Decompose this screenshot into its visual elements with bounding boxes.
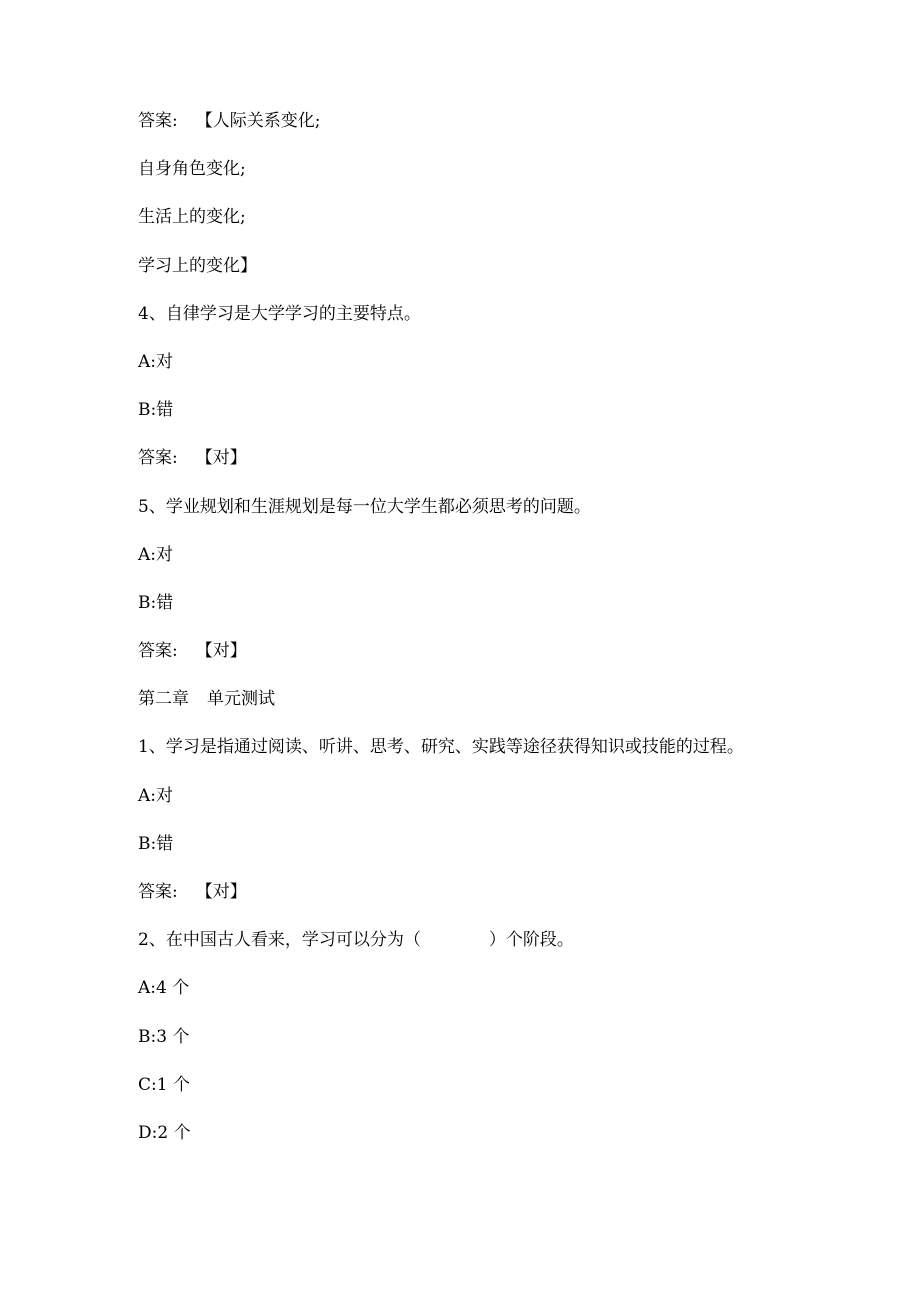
option-c: C:1 个 [138, 1074, 190, 1095]
answer-continuation: 学习上的变化】 [138, 255, 257, 276]
answer-label: 答案: [138, 448, 178, 469]
question-text: 4、自律学习是大学学习的主要特点。 [138, 303, 421, 324]
question-text: 5、学业规划和生涯规划是每一位大学生都必须思考的问题。 [138, 496, 591, 517]
answer-line [138, 446, 818, 470]
answer-value: 【对】 [195, 448, 247, 469]
option-b: B:3 个 [138, 1026, 190, 1047]
option-b: B:错 [138, 400, 174, 421]
chapter-label: 第二章 [138, 689, 189, 710]
option-a: A:4 个 [138, 978, 190, 999]
answer-label: 答案: [138, 641, 178, 662]
question-text: 1、学习是指通过阅读、听讲、思考、研究、实践等途径获得知识或技能的过程。 [138, 737, 744, 758]
option-a: A:对 [138, 351, 174, 372]
option-a: A:对 [138, 785, 174, 806]
answer-continuation: 自身角色变化; [138, 159, 246, 180]
option-d: D:2 个 [138, 1122, 191, 1143]
answer-label: 答案: [138, 111, 178, 131]
chapter-heading [138, 687, 818, 711]
answer-line [138, 639, 818, 663]
answer-value: 【对】 [195, 882, 247, 902]
answer-value: 【对】 [195, 641, 247, 662]
option-a: A:对 [138, 544, 174, 565]
answer-line [138, 109, 818, 133]
answer-label: 答案: [138, 882, 178, 902]
chapter-title: 单元测试 [207, 689, 275, 710]
answer-value: 【人际关系变化; [195, 111, 321, 131]
document-content [138, 109, 818, 1169]
answer-line [138, 880, 818, 904]
question-text: 2、在中国古人看来，学习可以分为（ ）个阶段。 [138, 930, 574, 951]
option-b: B:错 [138, 592, 174, 613]
answer-continuation: 生活上的变化; [138, 207, 246, 228]
option-b: B:错 [138, 833, 174, 854]
